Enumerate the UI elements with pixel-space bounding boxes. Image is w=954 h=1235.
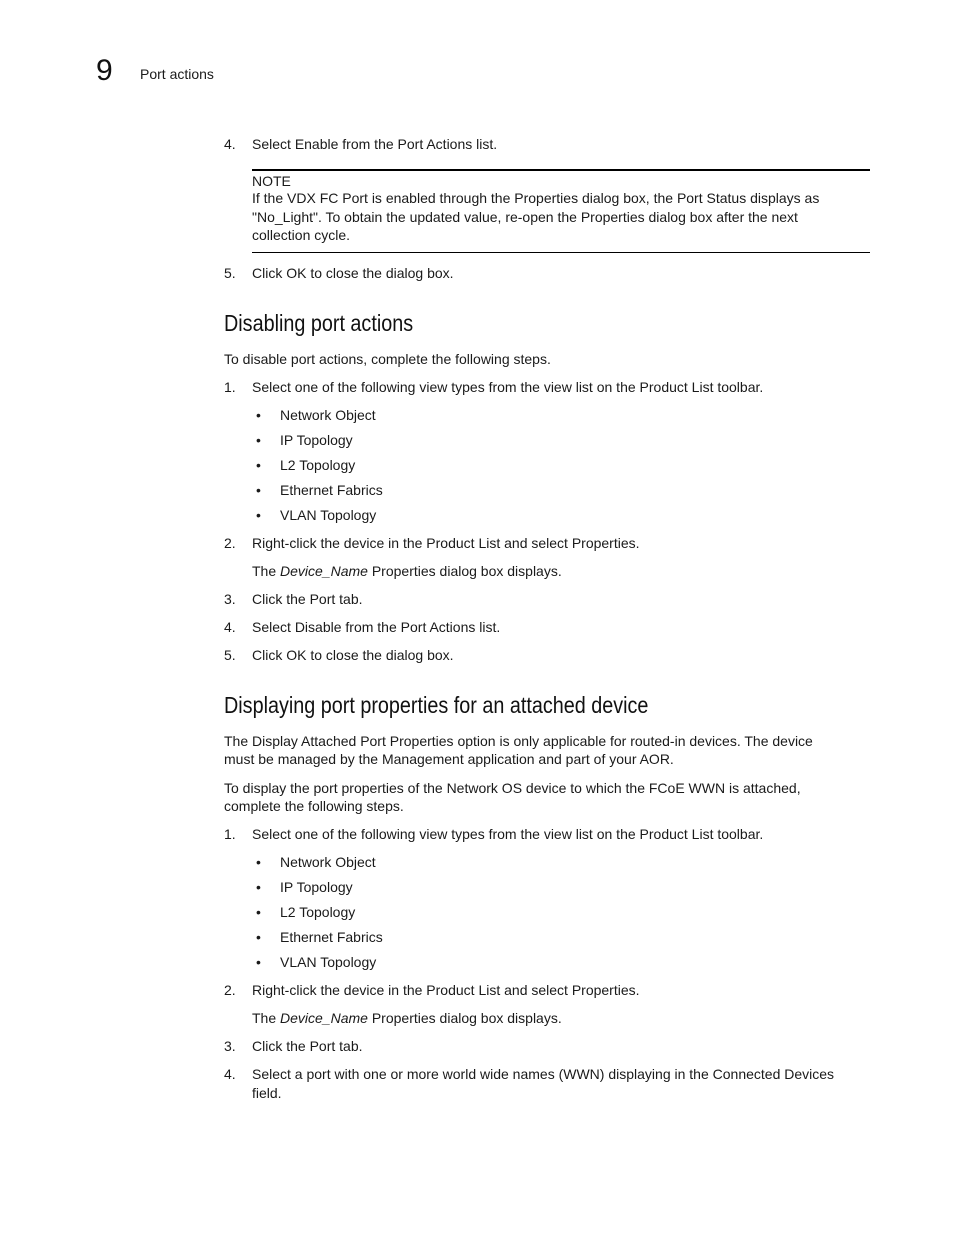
- bullet-glyph: •: [256, 432, 261, 448]
- chapter-title: Port actions: [140, 66, 214, 82]
- ui-term: Properties: [514, 190, 579, 206]
- list-item: Network Object: [280, 854, 376, 870]
- note-bottom-rule: [252, 252, 870, 253]
- section-intro: To disable port actions, complete the following steps.: [224, 351, 551, 367]
- step-number: 1.: [224, 379, 236, 395]
- step-text: Select Disable from the Port Actions list.: [252, 619, 501, 635]
- note-line: collection cycle.: [252, 227, 351, 243]
- ui-term: Disable: [294, 619, 342, 635]
- ui-term: Port: [309, 591, 336, 607]
- list-item: Network Object: [280, 407, 376, 423]
- list-item: IP Topology: [280, 879, 353, 895]
- list-item: Ethernet Fabrics: [280, 929, 383, 945]
- step-number: 1.: [224, 826, 236, 842]
- step-text: Click the Port tab.: [252, 1038, 363, 1054]
- paragraph-line: complete the following steps.: [224, 798, 404, 814]
- ui-term: Port Actions: [400, 619, 476, 635]
- ui-term: Display Attached Port Properties: [252, 733, 454, 749]
- note-label: NOTE: [252, 173, 291, 189]
- bullet-glyph: •: [256, 904, 261, 920]
- ui-term: Properties: [580, 209, 645, 225]
- ui-term: OK: [286, 647, 307, 663]
- list-item: VLAN Topology: [280, 954, 377, 970]
- ui-term: Port Actions: [397, 136, 473, 152]
- step-text: Right-click the device in the Product List and select Properties.: [252, 535, 640, 551]
- step-number: 2.: [224, 982, 236, 998]
- chapter-number: 9: [96, 54, 113, 87]
- ui-term: Port: [309, 1038, 336, 1054]
- bullet-glyph: •: [256, 507, 261, 523]
- bullet-glyph: •: [256, 457, 261, 473]
- paragraph-line: must be managed by the Management application and part of your AOR.: [224, 751, 674, 767]
- list-item: L2 Topology: [280, 904, 356, 920]
- step-text: Select a port with one or more world wide names (WWN) displaying in the Connected Devices: [252, 1066, 835, 1082]
- bullet-glyph: •: [256, 879, 261, 895]
- variable-text: Device_Name: [280, 1010, 368, 1026]
- list-item: IP Topology: [280, 432, 353, 448]
- ui-term: Properties: [571, 982, 636, 998]
- ui-term: Enable: [294, 136, 339, 152]
- step-text-continued: field.: [252, 1085, 282, 1101]
- list-item: L2 Topology: [280, 457, 356, 473]
- step-text: Select Enable from the Port Actions list.: [252, 136, 498, 152]
- ui-term: Connected Devices: [712, 1066, 835, 1082]
- bullet-glyph: •: [256, 854, 261, 870]
- variable-text: Device_Name: [280, 563, 368, 579]
- step-number: 3.: [224, 1038, 236, 1054]
- step-number: 4.: [224, 136, 236, 152]
- bullet-glyph: •: [256, 407, 261, 423]
- list-item: Ethernet Fabrics: [280, 482, 383, 498]
- ui-term: Properties: [571, 535, 636, 551]
- ui-term: OK: [286, 265, 307, 281]
- step-text: Select one of the following view types from the view list on the Product List toolbar.: [252, 826, 764, 842]
- step-text: Right-click the device in the Product List and select Properties.: [252, 982, 640, 998]
- ui-term: Properties: [367, 1010, 436, 1026]
- step-number: 2.: [224, 535, 236, 551]
- note-top-rule: [252, 169, 870, 171]
- paragraph-line: The Display Attached Port Properties option is only applicable for routed-in devices. The device: [224, 733, 813, 749]
- section-heading: Disabling port actions: [224, 310, 414, 336]
- step-subtext: The Device_Name Properties dialog box displays.: [252, 1010, 562, 1026]
- step-text: Click OK to close the dialog box.: [252, 265, 454, 281]
- ui-term: Port Status: [676, 190, 747, 206]
- paragraph-line: To display the port properties of the Network OS device to which the FCoE WWN is attached,: [224, 780, 801, 796]
- step-text: Select one of the following view types from the view list on the Product List toolbar.: [252, 379, 764, 395]
- step-text: Click the Port tab.: [252, 591, 363, 607]
- bullet-glyph: •: [256, 482, 261, 498]
- step-number: 4.: [224, 1066, 236, 1082]
- step-number: 5.: [224, 647, 236, 663]
- step-text: Click OK to close the dialog box.: [252, 647, 454, 663]
- ui-term: Properties: [367, 563, 436, 579]
- step-number: 3.: [224, 591, 236, 607]
- note-line: If the VDX FC Port is enabled through the Properties dialog box, the Port Status displays as: [252, 190, 820, 206]
- step-subtext: The Device_Name Properties dialog box displays.: [252, 563, 562, 579]
- bullet-glyph: •: [256, 929, 261, 945]
- step-number: 5.: [224, 265, 236, 281]
- list-item: VLAN Topology: [280, 507, 377, 523]
- section-heading: Displaying port properties for an attached device: [224, 692, 649, 718]
- bullet-glyph: •: [256, 954, 261, 970]
- step-number: 4.: [224, 619, 236, 635]
- note-line: "No_Light". To obtain the updated value, re-open the Properties dialog box after the next: [252, 209, 798, 225]
